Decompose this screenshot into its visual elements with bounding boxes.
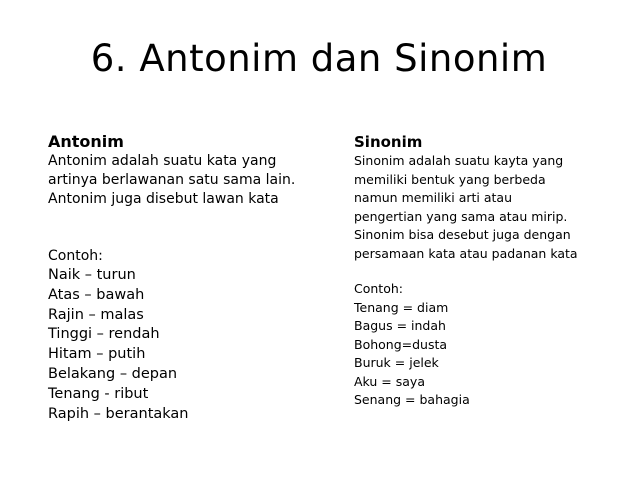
sinonim-definition-line: pengertian yang sama atau mirip. (354, 208, 568, 224)
sinonim-definition-line: namun memiliki arti atau (354, 190, 513, 205)
antonim-column (48, 132, 338, 424)
antonim-definition-line: Antonim adalah suatu kata yang (48, 153, 277, 169)
antonim-example: Rajin – malas (48, 306, 144, 323)
sinonim-definition-line: Sinonim bisa desebut juga dengan (354, 227, 571, 242)
spacer (354, 263, 624, 280)
antonim-example: Atas – bawah (48, 286, 145, 303)
sinonim-definition-line: persamaan kata atau padanan kata (354, 245, 578, 261)
sinonim-example: Buruk = jelek (354, 355, 439, 371)
antonim-example: Tinggi – rendah (48, 326, 160, 343)
antonim-example: Tenang - ribut (48, 385, 149, 402)
antonim-heading: Antonim (48, 132, 124, 151)
antonim-example: Rapih – berantakan (48, 405, 189, 422)
sinonim-heading: Sinonim (354, 133, 423, 151)
slide-title: 6. Antonim dan Sinonim (90, 37, 548, 80)
antonim-contoh-label: Contoh: (48, 248, 103, 264)
sinonim-definition-line: Sinonim adalah suatu kayta yang (354, 153, 564, 168)
antonim-definition-line: Antonim juga disebut lawan kata (48, 191, 279, 207)
sinonim-example: Bohong=dusta (354, 336, 448, 352)
antonim-example: Belakang – depan (48, 365, 178, 382)
sinonim-definition-line: memiliki bentuk yang berbeda (354, 171, 546, 187)
sinonim-example: Bagus = indah (354, 318, 446, 334)
antonim-example: Naik – turun (48, 267, 136, 283)
sinonim-example: Senang = bahagia (354, 392, 470, 408)
antonim-example: Hitam – putih (48, 346, 146, 363)
sinonim-column (354, 132, 624, 410)
sinonim-contoh-label: Contoh: (354, 281, 403, 296)
spacer (48, 209, 338, 247)
antonim-definition-line: artinya berlawanan satu sama lain. (48, 172, 296, 188)
sinonim-example: Tenang = diam (354, 299, 449, 315)
sinonim-example: Aku = saya (354, 373, 425, 389)
